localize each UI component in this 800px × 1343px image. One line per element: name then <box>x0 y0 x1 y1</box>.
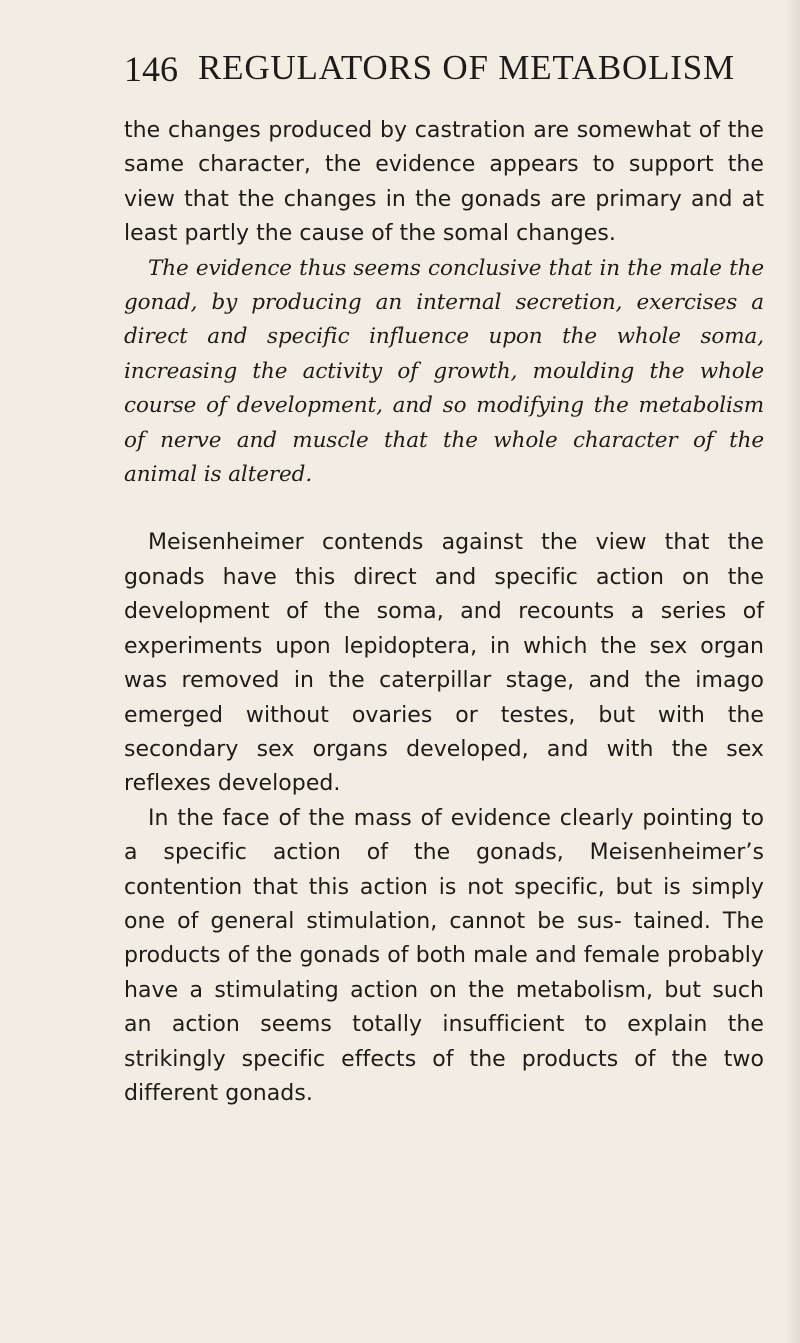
page-edge-shadow <box>786 0 800 1343</box>
paragraph-castration: the changes produced by castration are somewhat of the same character, the evidence appears to support the view that the changes in the gonads are primary and at least partly the cause of the somal changes. <box>124 118 764 247</box>
paragraph-gap <box>124 492 764 526</box>
page-header <box>124 38 764 98</box>
paragraph-meisenheimer: Meisenheimer contends against the view that the gonads have this direct and specific action on the development of the soma, and recounts a series of experiments upon lepidoptera, in which the sex organ was removed in the caterpillar stage, and the imago emerged without ovaries or testes, but with the secondary sex organs developed, and with the sex reflexes developed. <box>124 530 764 797</box>
running-title: REGULATORS OF METABOLISM <box>198 48 735 87</box>
paragraph-rebuttal: In the face of the mass of evidence clearly pointing to a specific action of the gonads, Meisenheimer’s contention that this action is not specific, but is simply one of general stimulation, cannot be sus- tained. The products of the gonads of both male and female probably have a stimulating action on the metabolism, but such an action seems totally insufficient to explain the strikingly specific effects of the products of the two different gonads. <box>124 805 764 1106</box>
paragraph-conclusion: The evidence thus seems conclusive that in the male the gonad, by producing an internal secretion, exercises a direct and specific influence upon the whole soma, increasing the activity of growth, moulding the whole course of development, and so modifying the metabolism of nerve and muscle that the whole character of the animal is altered. <box>124 255 764 488</box>
page-number: 146 <box>124 49 178 89</box>
body-text <box>124 114 764 1111</box>
